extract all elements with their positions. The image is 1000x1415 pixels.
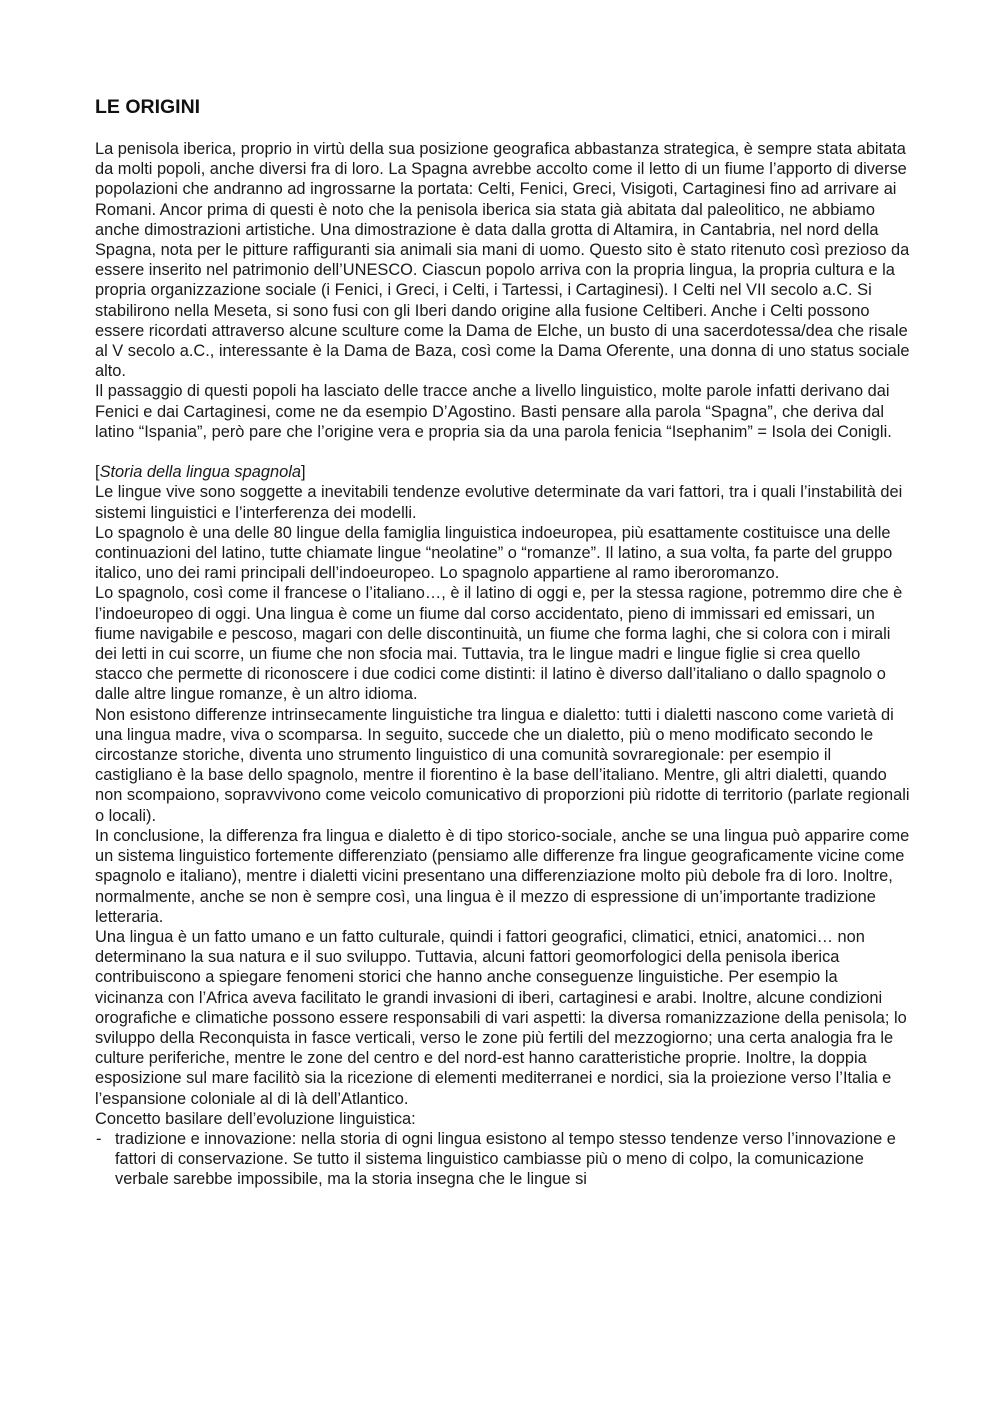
document-page bbox=[95, 95, 910, 1190]
paragraph-origins: La penisola iberica, proprio in virtù della sua posizione geografica abbastanza strategica, è sempre stata abitata da molti popoli, anche diversi fra di loro. La Spagna avrebbe accolto come il letto di un fiume l’apporto di diverse popolazioni che andranno ad ingrossarne la portata: Celti, Fenici, Greci, Visigoti, Cartaginesi fino ad arrivare ai Romani. Ancor prima di questi è noto che la penisola iberica sia stata già abitata dal paleolitico, ne abbiamo anche dimostrazioni artistiche. Una dimostrazione è data dalla grotta di Altamira, in Cantabria, nel nord della Spagna, nota per le pitture raffiguranti sia animali sia mani di uomo. Questo sito è stato ritenuto così prezioso da essere inserito nel patrimonio dell’UNESCO. Ciascun popolo arriva con la propria lingua, la propria cultura e la propria organizzazione sociale (i Fenici, i Greci, i Celti, i Tartessi, i Cartaginesi). I Celti nel VII secolo a.C. Si stabilirono nella Meseta, si sono fusi con gli Iberi dando origine alla fusione Celtiberi. Anche i Celti possono essere ricordati attraverso alcune sculture come la Dama de Elche, un busto di una sacerdotessa/dea che risale al V secolo a.C., interessante è la Dama de Baza, così come la Dama Oferente, una donna di uno status sociale alto. bbox=[95, 140, 910, 381]
list-item bbox=[95, 1129, 910, 1190]
paragraph-living-languages: Le lingue vive sono soggette a inevitabili tendenze evolutive determinate da vari fattori, tra i quali l’instabilità dei sistemi linguistici e l’interferenza dei modelli. bbox=[95, 483, 903, 522]
paragraph-river-metaphor: Lo spagnolo, così come il francese o l’italiano…, è il latino di oggi e, per la stessa ragione, potremmo dire che è l’indoeuropeo di oggi. Una lingua è come un fiume dal corso accidentato, pieno di immissari ed emissari, un fiume navigabile e pescoso, magari con delle discontinuità, un fiume che forma laghi, che si colora con i mirali dei letti in cui scorre, un fiume che non sfocia mai. Tuttavia, tra le lingue madri e lingue figlie si crea quello stacco che permette di riconoscere i due codici come distinti: il latino è diverso dall’italiano o dallo spagnolo o dalle altre lingue romanze, è un altro idioma. bbox=[95, 584, 903, 704]
section-open-bracket: [ bbox=[95, 463, 100, 482]
paragraph-language-dialect: Non esistono differenze intrinsecamente linguistiche tra lingua e dialetto: tutti i dialetti nascono come varietà di una lingua madre, viva o scomparsa. In seguito, succede che un dialetto, più o meno modificato secondo le circostanze storiche, diventa uno strumento linguistico di una comunità sovraregionale: per esempio il castigliano è la base dello spagnolo, mentre il fiorentino è la base dell’italiano. Mentre, gli altri dialetti, quando non scompaiono, sopravvivono come veicolo comunicativo di proporzioni più ridotte di territorio (parlate regionali o locali). bbox=[95, 705, 910, 825]
bullet-dash: - bbox=[96, 1129, 102, 1148]
section-close-bracket: ] bbox=[300, 463, 306, 482]
list-item-text: tradizione e innovazione: nella storia di ogni lingua esistono al tempo stesso tendenze verso l’innovazione e fattori di conservazione. Se tutto il sistema linguistico cambiasse più o meno di colpo, la comunicazione verbale sarebbe impossibile, ma la storia insegna che le lingue si bbox=[115, 1129, 896, 1189]
page-title: LE ORIGINI bbox=[95, 96, 201, 118]
paragraph-indoeuropean: Lo spagnolo è una delle 80 lingue della famiglia linguistica indoeuropea, più esattamente costituisce una delle continuazioni del latino, tutte chiamate lingue “neolatine” o “romanze”. Il latino, a sua volta, fa parte del gruppo italico, uno dei rami principali dell’indoeuropeo. Lo spagnolo appartiene al ramo iberoromanzo. bbox=[95, 523, 893, 583]
paragraph-linguistic-traces: Il passaggio di questi popoli ha lasciato delle tracce anche a livello linguistico, molte parole infatti derivano dai Fenici e dai Cartaginesi, come ne da esempio D’Agostino. Basti pensare alla parola “Spagna”, che deriva dal latino “Ispania”, però pare che l’origine vera e propria sia da una parola fenicia “Isephanim” = Isola dei Conigli. bbox=[95, 382, 892, 441]
paragraph-geographic-factors: Una lingua è un fatto umano e un fatto culturale, quindi i fattori geografici, climatici, etnici, anatomici… non determinano la sua natura e il suo sviluppo. Tuttavia, alcuni fattori geomorfologici della penisola iberica contribuiscono a spiegare fenomeni storici che hanno anche conseguenze linguistiche. Per esempio la vicinanza con l’Africa aveva facilitato le grandi invasioni di iberi, cartaginesi e arabi. Inoltre, alcune condizioni orografiche e climatiche possono essere responsabili di vari aspetti: la diversa romanizzazione della penisola; lo sviluppo della Reconquista in fasce verticali, verso le zone più fertili del mezzogiorno; una certa analogia fra le culture periferiche, mentre le zone del centro e del nord-est hanno caratteristiche proprie. Inoltre, la doppia esposizione sul mare facilitò sia la ricezione di elementi mediterranei e nordici, sia la proiezione verso l’Italia e l’espansione coloniale al di là dell’Atlantico. bbox=[95, 927, 907, 1108]
blank-line bbox=[95, 442, 910, 462]
paragraph-conclusion: In conclusione, la differenza fra lingua e dialetto è di tipo storico-sociale, anche se una lingua può apparire come un sistema linguistico fortemente differenziato (pensiamo alle differenze fra lingue geograficamente vicine come spagnolo e italiano), mentre i dialetti vicini presentano una differenziazione molto più debole fra di loro. Inoltre, normalmente, anche se non è sempre così, una lingua è il mezzo di espressione di un’importante tradizione letteraria. bbox=[95, 826, 910, 926]
bullet-list bbox=[95, 1129, 910, 1190]
section-heading bbox=[95, 462, 910, 482]
section-label: Storia della lingua spagnola bbox=[99, 463, 301, 482]
paragraph-basic-concept: Concetto basilare dell’evoluzione linguistica: bbox=[95, 1109, 416, 1128]
